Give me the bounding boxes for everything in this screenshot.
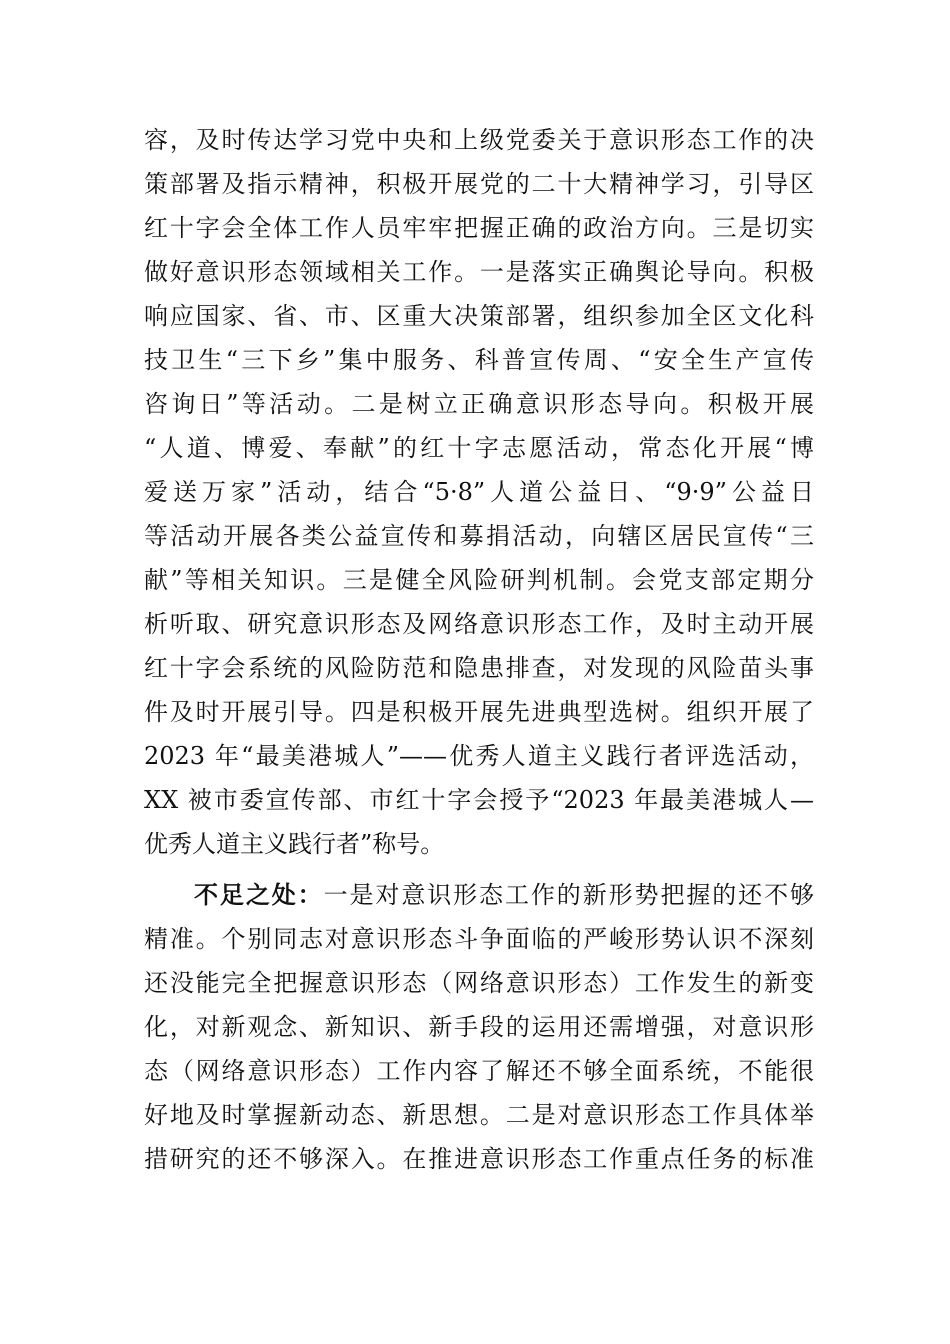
text-line: 容，及时传达学习党中央和上级党委关于意识形态工作的决 xyxy=(144,126,814,154)
text-line: 咨询日”等活动。二是树立正确意识形态导向。积极开展 xyxy=(144,390,814,418)
text-line: 红十字会全体工作人员牢牢把握正确的政治方向。三是切实 xyxy=(144,214,814,242)
text-line: 爱送万家”活动，结合“5·8”人道公益日、“9·9”公益日 xyxy=(144,478,814,506)
text-line-first xyxy=(144,873,814,917)
text-line: 2023 年“最美港城人”——优秀人道主义践行者评选活动， xyxy=(144,742,814,770)
text-line: 做好意识形态领域相关工作。一是落实正确舆论导向。积极 xyxy=(144,258,814,286)
paragraph-work-summary xyxy=(144,118,814,866)
text-run: 一是对意识形态工作的新形势把握的还不够 xyxy=(323,881,815,909)
text-line: 优秀人道主义践行者”称号。 xyxy=(144,830,445,858)
text-line: 好地及时掌握新动态、新思想。二是对意识形态工作具体举 xyxy=(144,1101,814,1129)
text-line: 化，对新观念、新知识、新手段的运用还需增强，对意识形 xyxy=(144,1013,814,1041)
text-line: 件及时开展引导。四是积极开展先进典型选树。组织开展了 xyxy=(144,698,814,726)
text-line: 策部署及指示精神，积极开展党的二十大精神学习，引导区 xyxy=(144,170,814,198)
text-line: “人道、博爱、奉献”的红十字志愿活动，常态化开展“博 xyxy=(144,434,814,462)
text-line: 精准。个别同志对意识形态斗争面临的严峻形势认识不深刻 xyxy=(144,925,814,953)
text-line: 红十字会系统的风险防范和隐患排查，对发现的风险苗头事 xyxy=(144,654,814,682)
body-text xyxy=(144,118,814,1181)
section-heading: 不足之处： xyxy=(194,880,324,909)
paragraph-shortcomings xyxy=(144,873,814,1181)
text-line: 献”等相关知识。三是健全风险研判机制。会党支部定期分 xyxy=(144,566,814,594)
paragraph-spacer xyxy=(144,866,814,873)
text-line: 等活动开展各类公益宣传和募捐活动，向辖区居民宣传“三 xyxy=(144,522,814,550)
text-line: 还没能完全把握意识形态（网络意识形态）工作发生的新变 xyxy=(144,969,814,997)
text-line: XX 被市委宣传部、市红十字会授予“2023 年最美港城人— xyxy=(144,786,814,814)
text-line: 响应国家、省、市、区重大决策部署，组织参加全区文化科 xyxy=(144,302,814,330)
text-line: 析听取、研究意识形态及网络意识形态工作，及时主动开展 xyxy=(144,610,814,638)
text-line: 技卫生“三下乡”集中服务、科普宣传周、“安全生产宣传 xyxy=(144,346,814,374)
text-line: 措研究的还不够深入。在推进意识形态工作重点任务的标准 xyxy=(144,1145,814,1173)
text-line: 态（网络意识形态）工作内容了解还不够全面系统，不能很 xyxy=(144,1057,814,1085)
